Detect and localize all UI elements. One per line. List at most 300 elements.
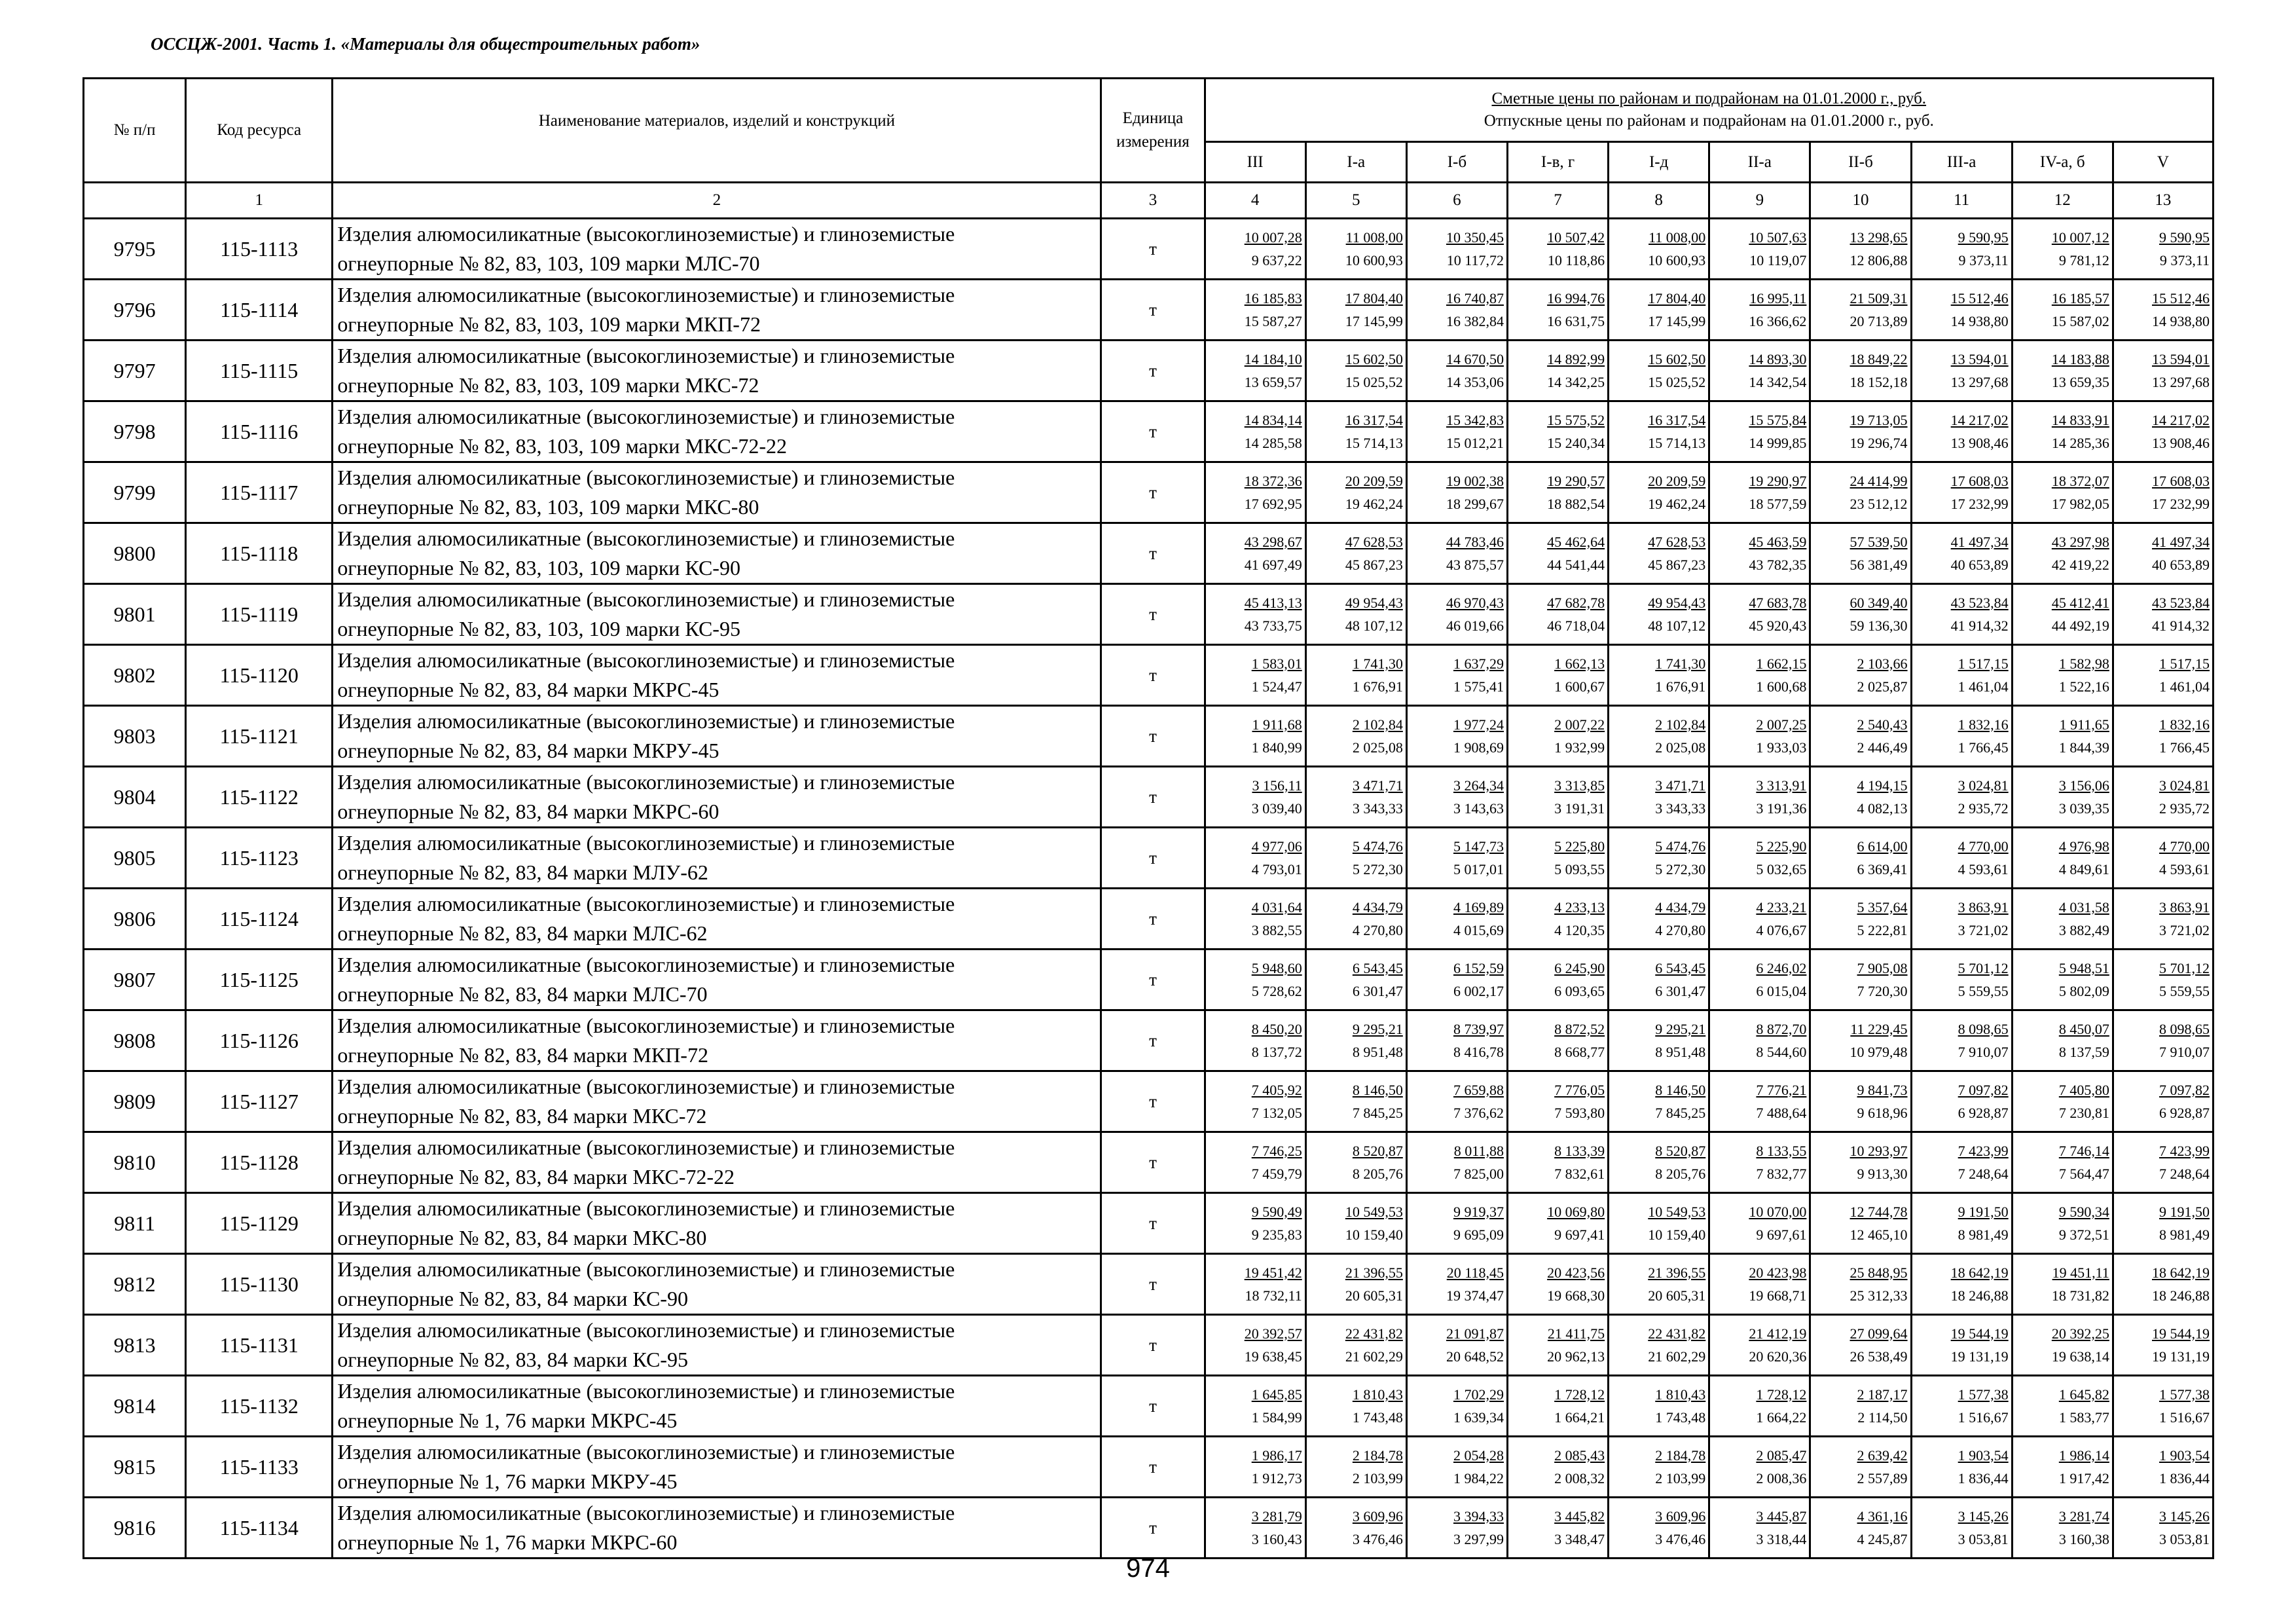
estimate-price: 17 608,03 xyxy=(2152,472,2210,489)
release-price: 43 875,57 xyxy=(1446,556,1504,573)
release-price: 7 910,07 xyxy=(2159,1043,2210,1060)
release-price: 1 840,99 xyxy=(1251,739,1302,756)
release-price: 1 676,91 xyxy=(1352,678,1403,695)
estimate-price: 10 507,42 xyxy=(1547,229,1605,246)
estimate-price-wrap xyxy=(2114,1507,2212,1528)
estimate-price: 1 728,12 xyxy=(1756,1386,1807,1403)
material-name-line2: огнеупорные № 82, 83, 84 марки КС-95 xyxy=(337,1348,688,1371)
estimate-price: 19 002,38 xyxy=(1446,472,1504,489)
estimate-price-wrap xyxy=(1307,1264,1406,1284)
release-price: 8 205,76 xyxy=(1655,1165,1706,1182)
estimate-price: 47 628,53 xyxy=(1345,533,1403,550)
price-cell xyxy=(1911,1376,2012,1437)
estimate-price-wrap xyxy=(1508,1507,1607,1528)
estimate-price-wrap xyxy=(1307,1447,1406,1467)
price-cell xyxy=(1205,645,1305,706)
estimate-price: 9 295,21 xyxy=(1352,1020,1403,1037)
price-cell xyxy=(1810,1193,1911,1254)
release-price: 2 025,87 xyxy=(1857,678,1908,695)
release-price: 20 605,31 xyxy=(1345,1287,1403,1304)
estimate-price: 15 602,50 xyxy=(1648,350,1706,367)
price-cell xyxy=(1507,889,1608,950)
price-cell xyxy=(1609,889,1709,950)
price-cell xyxy=(1406,1437,1507,1498)
estimate-price: 1 517,15 xyxy=(2159,655,2210,672)
release-price: 1 664,21 xyxy=(1554,1409,1605,1426)
table-row xyxy=(84,341,2214,401)
estimate-price: 2 085,47 xyxy=(1756,1447,1807,1464)
material-name-line1: Изделия алюмосиликатные (высокоглиноземистые) и глиноземистые xyxy=(337,648,955,672)
estimate-price-wrap xyxy=(1307,472,1406,492)
release-price: 7 248,64 xyxy=(2159,1165,2210,1182)
price-cell xyxy=(1709,219,1810,280)
material-name-line1: Изделия алюмосиликатные (высокоглиноземистые) и глиноземистые xyxy=(337,1257,955,1281)
estimate-price-wrap xyxy=(2114,1081,2212,1101)
release-price: 8 981,49 xyxy=(2159,1226,2210,1243)
price-cell xyxy=(2012,645,2113,706)
row-number: 9805 xyxy=(84,828,186,889)
release-price: 43 733,75 xyxy=(1244,617,1302,634)
estimate-price: 9 295,21 xyxy=(1655,1020,1706,1037)
estimate-price-wrap xyxy=(1206,350,1305,371)
estimate-price: 16 185,83 xyxy=(1244,289,1302,306)
estimate-price-wrap xyxy=(1811,1142,1910,1162)
row-number: 9814 xyxy=(84,1376,186,1437)
price-cell xyxy=(1406,219,1507,280)
estimate-price-wrap xyxy=(1912,1081,2011,1101)
estimate-price: 13 594,01 xyxy=(2152,350,2210,367)
price-cell xyxy=(1709,1315,1810,1376)
unit: т xyxy=(1101,1132,1205,1193)
region-header: III-а xyxy=(1911,142,2012,183)
estimate-price: 21 396,55 xyxy=(1345,1264,1403,1281)
row-number: 9811 xyxy=(84,1193,186,1254)
release-price: 5 802,09 xyxy=(2058,982,2109,999)
price-cell xyxy=(1810,1254,1911,1315)
table-row xyxy=(84,462,2214,523)
release-price: 1 912,73 xyxy=(1251,1469,1302,1486)
estimate-price-wrap xyxy=(1408,777,1506,797)
estimate-price-wrap xyxy=(2013,411,2112,432)
estimate-price-wrap xyxy=(1609,1081,1708,1101)
release-price: 9 637,22 xyxy=(1251,251,1302,268)
price-cell xyxy=(1305,462,1406,523)
estimate-price: 4 233,13 xyxy=(1554,898,1605,915)
release-price: 2 008,36 xyxy=(1756,1469,1807,1486)
material-name xyxy=(333,767,1101,828)
estimate-price: 3 471,71 xyxy=(1655,777,1706,794)
estimate-price: 2 102,84 xyxy=(1655,716,1706,733)
price-cell xyxy=(1810,767,1911,828)
price-cell xyxy=(1810,1498,1911,1559)
release-price: 3 191,36 xyxy=(1756,800,1807,817)
estimate-price-wrap xyxy=(1206,411,1305,432)
release-price: 18 299,67 xyxy=(1446,495,1504,512)
estimate-price: 2 007,22 xyxy=(1554,716,1605,733)
estimate-price-wrap xyxy=(1206,289,1305,310)
release-price: 1 743,48 xyxy=(1352,1409,1403,1426)
estimate-price-wrap xyxy=(1206,472,1305,492)
release-price: 14 353,06 xyxy=(1446,373,1504,390)
estimate-price: 8 011,88 xyxy=(1453,1142,1504,1159)
material-name-line2: огнеупорные № 1, 76 марки МКРС-45 xyxy=(337,1409,678,1432)
price-cell xyxy=(1911,401,2012,462)
estimate-price-wrap xyxy=(1508,1081,1607,1101)
estimate-price-wrap xyxy=(1508,1203,1607,1223)
resource-code: 115-1125 xyxy=(186,950,333,1010)
estimate-price-wrap xyxy=(2013,472,2112,492)
material-name xyxy=(333,1376,1101,1437)
price-cell xyxy=(2012,1498,2113,1559)
price-cell xyxy=(1709,280,1810,341)
estimate-price-wrap xyxy=(2114,1020,2212,1041)
price-cell xyxy=(1911,1315,2012,1376)
estimate-price: 16 185,57 xyxy=(2051,289,2109,306)
estimate-price: 5 147,73 xyxy=(1453,838,1504,855)
estimate-price-wrap xyxy=(1307,777,1406,797)
release-price: 18 246,88 xyxy=(1950,1287,2009,1304)
price-cell xyxy=(1205,1132,1305,1193)
release-price: 17 145,99 xyxy=(1648,312,1706,329)
release-price: 15 240,34 xyxy=(1547,434,1605,451)
material-name xyxy=(333,1315,1101,1376)
release-price: 4 270,80 xyxy=(1655,921,1706,938)
price-cell xyxy=(1609,280,1709,341)
estimate-price-wrap xyxy=(2114,594,2212,614)
release-price: 8 416,78 xyxy=(1453,1043,1504,1060)
estimate-price-wrap xyxy=(1408,229,1506,249)
estimate-price: 21 411,75 xyxy=(1547,1325,1605,1342)
estimate-price-wrap xyxy=(1912,1447,2011,1467)
material-name-line2: огнеупорные № 82, 83, 84 марки МКП-72 xyxy=(337,1043,708,1067)
estimate-price-wrap xyxy=(1912,1264,2011,1284)
estimate-price: 4 976,98 xyxy=(2058,838,2109,855)
release-price: 3 318,44 xyxy=(1756,1530,1807,1547)
estimate-price: 1 662,15 xyxy=(1756,655,1807,672)
estimate-price: 1 911,68 xyxy=(1252,716,1302,733)
price-cell xyxy=(1709,1254,1810,1315)
row-number: 9810 xyxy=(84,1132,186,1193)
estimate-price-wrap xyxy=(1710,655,1809,675)
price-cell xyxy=(1406,1376,1507,1437)
estimate-price-wrap xyxy=(1206,838,1305,858)
material-name xyxy=(333,462,1101,523)
release-price: 7 488,64 xyxy=(1756,1104,1807,1121)
price-cell xyxy=(1709,584,1810,645)
estimate-price: 2 540,43 xyxy=(1857,716,1908,733)
row-number: 9807 xyxy=(84,950,186,1010)
estimate-price-wrap xyxy=(1206,1447,1305,1467)
estimate-price: 17 804,40 xyxy=(1648,289,1706,306)
region-header: I-д xyxy=(1609,142,1709,183)
col-header-unit: Единица измерения xyxy=(1101,79,1205,183)
price-cell xyxy=(1609,1498,1709,1559)
material-name xyxy=(333,584,1101,645)
estimate-price: 11 229,45 xyxy=(1850,1020,1908,1037)
release-price: 15 025,52 xyxy=(1648,373,1706,390)
estimate-price: 6 614,00 xyxy=(1857,838,1908,855)
release-price: 8 544,60 xyxy=(1756,1043,1807,1060)
release-price: 26 538,49 xyxy=(1850,1348,1908,1365)
col-header-no: № п/п xyxy=(84,79,186,183)
price-cell xyxy=(2012,462,2113,523)
estimate-price: 1 832,16 xyxy=(2159,716,2210,733)
release-price: 56 381,49 xyxy=(1850,556,1908,573)
estimate-price-wrap xyxy=(1408,1020,1506,1041)
estimate-price: 3 024,81 xyxy=(1958,777,2009,794)
estimate-price-wrap xyxy=(1609,1507,1708,1528)
column-number: 6 xyxy=(1406,183,1507,219)
estimate-price-wrap xyxy=(1206,1020,1305,1041)
estimate-price-wrap xyxy=(1710,1325,1809,1345)
estimate-price: 12 744,78 xyxy=(1850,1203,1908,1220)
estimate-price-wrap xyxy=(1508,898,1607,919)
estimate-price: 7 659,88 xyxy=(1453,1081,1504,1098)
release-price: 4 849,61 xyxy=(2058,860,2109,877)
estimate-price: 1 977,24 xyxy=(1453,716,1504,733)
estimate-price: 4 434,79 xyxy=(1655,898,1706,915)
release-price: 15 025,52 xyxy=(1345,373,1403,390)
estimate-price-wrap xyxy=(1811,1447,1910,1467)
price-cell xyxy=(1406,584,1507,645)
estimate-price-wrap xyxy=(2114,838,2212,858)
release-price: 15 587,27 xyxy=(1244,312,1302,329)
resource-code: 115-1123 xyxy=(186,828,333,889)
price-cell xyxy=(1305,889,1406,950)
estimate-price-wrap xyxy=(1710,1447,1809,1467)
release-price: 9 695,09 xyxy=(1453,1226,1504,1243)
estimate-price: 18 849,22 xyxy=(1850,350,1908,367)
estimate-price: 1 903,54 xyxy=(2159,1447,2210,1464)
release-price: 1 461,04 xyxy=(1958,678,2009,695)
estimate-price-wrap xyxy=(2013,1142,2112,1162)
estimate-price-wrap xyxy=(1912,1325,2011,1345)
price-cell xyxy=(1709,1132,1810,1193)
estimate-price: 19 290,97 xyxy=(1749,472,1807,489)
release-price: 9 235,83 xyxy=(1251,1226,1302,1243)
estimate-price: 2 102,84 xyxy=(1352,716,1403,733)
price-cell xyxy=(1205,1315,1305,1376)
release-price: 13 908,46 xyxy=(2152,434,2210,451)
material-name-line2: огнеупорные № 82, 83, 84 марки МЛС-62 xyxy=(337,921,708,945)
release-price: 1 743,48 xyxy=(1655,1409,1706,1426)
price-cell xyxy=(2113,1498,2213,1559)
row-number: 9803 xyxy=(84,706,186,767)
price-cell xyxy=(1406,1193,1507,1254)
release-price: 19 296,74 xyxy=(1850,434,1908,451)
release-price: 9 372,51 xyxy=(2058,1226,2109,1243)
estimate-price-wrap xyxy=(1206,1203,1305,1223)
estimate-price-wrap xyxy=(1206,1325,1305,1345)
table-row xyxy=(84,645,2214,706)
price-title-estimate: Сметные цены по районам и подрайонам на 01.01.2000 г., руб. xyxy=(1491,90,1927,107)
price-cell xyxy=(1709,889,1810,950)
material-name-line1: Изделия алюмосиликатные (высокоглиноземистые) и глиноземистые xyxy=(337,1196,955,1220)
release-price: 2 557,89 xyxy=(1857,1469,1908,1486)
price-cell xyxy=(1911,219,2012,280)
price-cell xyxy=(1709,645,1810,706)
estimate-price-wrap xyxy=(1408,655,1506,675)
material-name xyxy=(333,828,1101,889)
price-cell xyxy=(1911,1071,2012,1132)
material-name-line2: огнеупорные № 82, 83, 103, 109 марки МКС-80 xyxy=(337,495,759,519)
unit: т xyxy=(1101,280,1205,341)
estimate-price-wrap xyxy=(1307,594,1406,614)
price-cell xyxy=(1709,341,1810,401)
row-number: 9804 xyxy=(84,767,186,828)
release-price: 19 668,71 xyxy=(1749,1287,1807,1304)
estimate-price-wrap xyxy=(1710,594,1809,614)
price-cell xyxy=(1911,584,2012,645)
estimate-price-wrap xyxy=(2114,1264,2212,1284)
price-cell xyxy=(1709,401,1810,462)
price-cell xyxy=(1205,219,1305,280)
estimate-price: 3 863,91 xyxy=(1958,898,2009,915)
material-name xyxy=(333,341,1101,401)
column-number: 3 xyxy=(1101,183,1205,219)
price-cell xyxy=(2113,950,2213,1010)
estimate-price: 47 628,53 xyxy=(1648,533,1706,550)
estimate-price: 10 070,00 xyxy=(1749,1203,1807,1220)
release-price: 44 492,19 xyxy=(2051,617,2109,634)
estimate-price: 7 776,21 xyxy=(1756,1081,1807,1098)
estimate-price: 19 713,05 xyxy=(1850,411,1908,428)
release-price: 20 713,89 xyxy=(1850,312,1908,329)
unit: т xyxy=(1101,219,1205,280)
estimate-price: 7 746,14 xyxy=(2058,1142,2109,1159)
estimate-price: 3 145,26 xyxy=(2159,1507,2210,1524)
estimate-price: 60 349,40 xyxy=(1850,594,1908,611)
row-number: 9800 xyxy=(84,523,186,584)
estimate-price-wrap xyxy=(1508,1325,1607,1345)
price-cell xyxy=(1911,1437,2012,1498)
estimate-price-wrap xyxy=(1307,1386,1406,1406)
estimate-price-wrap xyxy=(1811,1386,1910,1406)
estimate-price-wrap xyxy=(2013,1203,2112,1223)
price-cell xyxy=(2113,706,2213,767)
column-number: 13 xyxy=(2113,183,2213,219)
estimate-price-wrap xyxy=(2114,1386,2212,1406)
price-cell xyxy=(1507,950,1608,1010)
unit: т xyxy=(1101,401,1205,462)
release-price: 3 143,63 xyxy=(1453,800,1504,817)
estimate-price-wrap xyxy=(1710,1020,1809,1041)
estimate-price: 1 741,30 xyxy=(1655,655,1706,672)
price-cell xyxy=(1507,706,1608,767)
estimate-price-wrap xyxy=(1609,716,1708,736)
estimate-price: 1 903,54 xyxy=(1958,1447,2009,1464)
table-row xyxy=(84,280,2214,341)
release-price: 1 575,41 xyxy=(1453,678,1504,695)
estimate-price-wrap xyxy=(1307,959,1406,980)
estimate-price-wrap xyxy=(2114,350,2212,371)
estimate-price: 1 986,14 xyxy=(2058,1447,2109,1464)
release-price: 17 145,99 xyxy=(1345,312,1403,329)
release-price: 5 559,55 xyxy=(2159,982,2210,999)
estimate-price: 10 007,12 xyxy=(2051,229,2109,246)
estimate-price: 47 683,78 xyxy=(1749,594,1807,611)
release-price: 19 668,30 xyxy=(1547,1287,1605,1304)
price-cell xyxy=(1305,1254,1406,1315)
price-cell xyxy=(1609,767,1709,828)
price-cell xyxy=(1205,889,1305,950)
release-price: 10 119,07 xyxy=(1749,251,1807,268)
estimate-price-wrap xyxy=(1609,594,1708,614)
estimate-price: 8 098,65 xyxy=(2159,1020,2210,1037)
release-price: 8 981,49 xyxy=(1958,1226,2009,1243)
price-cell xyxy=(2113,1193,2213,1254)
price-cell xyxy=(1609,645,1709,706)
price-cell xyxy=(1911,706,2012,767)
release-price: 7 230,81 xyxy=(2058,1104,2109,1121)
table-row xyxy=(84,1254,2214,1315)
release-price: 1 908,69 xyxy=(1453,739,1504,756)
price-cell xyxy=(1609,1193,1709,1254)
estimate-price: 1 702,29 xyxy=(1453,1386,1504,1403)
material-name-line1: Изделия алюмосиликатные (высокоглиноземистые) и глиноземистые xyxy=(337,344,955,367)
release-price: 19 462,24 xyxy=(1345,495,1403,512)
price-cell xyxy=(1911,1193,2012,1254)
estimate-price-wrap xyxy=(1811,959,1910,980)
release-price: 8 951,48 xyxy=(1352,1043,1403,1060)
price-cell xyxy=(1609,1132,1709,1193)
estimate-price: 15 342,83 xyxy=(1446,411,1504,428)
price-cell xyxy=(1406,1132,1507,1193)
estimate-price-wrap xyxy=(1710,1203,1809,1223)
estimate-price-wrap xyxy=(2013,594,2112,614)
estimate-price: 17 608,03 xyxy=(1950,472,2009,489)
release-price: 5 032,65 xyxy=(1756,860,1807,877)
estimate-price-wrap xyxy=(1912,411,2011,432)
release-price: 1 516,67 xyxy=(1958,1409,2009,1426)
release-price: 5 728,62 xyxy=(1251,982,1302,999)
estimate-price: 3 471,71 xyxy=(1352,777,1403,794)
estimate-price: 14 217,02 xyxy=(1950,411,2009,428)
estimate-price-wrap xyxy=(2114,533,2212,553)
resource-code: 115-1124 xyxy=(186,889,333,950)
release-price: 1 524,47 xyxy=(1251,678,1302,695)
estimate-price: 20 118,45 xyxy=(1446,1264,1504,1281)
estimate-price: 45 462,64 xyxy=(1547,533,1605,550)
price-cell xyxy=(1609,1437,1709,1498)
price-cell xyxy=(2012,767,2113,828)
estimate-price: 7 405,80 xyxy=(2058,1081,2109,1098)
estimate-price: 21 396,55 xyxy=(1648,1264,1706,1281)
price-cell xyxy=(1609,219,1709,280)
estimate-price-wrap xyxy=(2013,777,2112,797)
price-cell xyxy=(1609,584,1709,645)
estimate-price-wrap xyxy=(1609,350,1708,371)
release-price: 18 577,59 xyxy=(1749,495,1807,512)
release-price: 1 600,67 xyxy=(1554,678,1605,695)
price-cell xyxy=(1507,584,1608,645)
release-price: 10 600,93 xyxy=(1345,251,1403,268)
release-price: 7 832,77 xyxy=(1756,1165,1807,1182)
estimate-price: 25 848,95 xyxy=(1850,1264,1908,1281)
material-name xyxy=(333,1498,1101,1559)
resource-code: 115-1133 xyxy=(186,1437,333,1498)
estimate-price: 5 948,60 xyxy=(1251,959,1302,976)
price-cell xyxy=(1609,341,1709,401)
price-cell xyxy=(1305,828,1406,889)
estimate-price-wrap xyxy=(1710,350,1809,371)
release-price: 10 117,72 xyxy=(1446,251,1504,268)
price-cell xyxy=(1911,523,2012,584)
estimate-price-wrap xyxy=(1206,1142,1305,1162)
price-cell xyxy=(1507,645,1608,706)
price-cell xyxy=(1810,1315,1911,1376)
price-cell xyxy=(1305,341,1406,401)
